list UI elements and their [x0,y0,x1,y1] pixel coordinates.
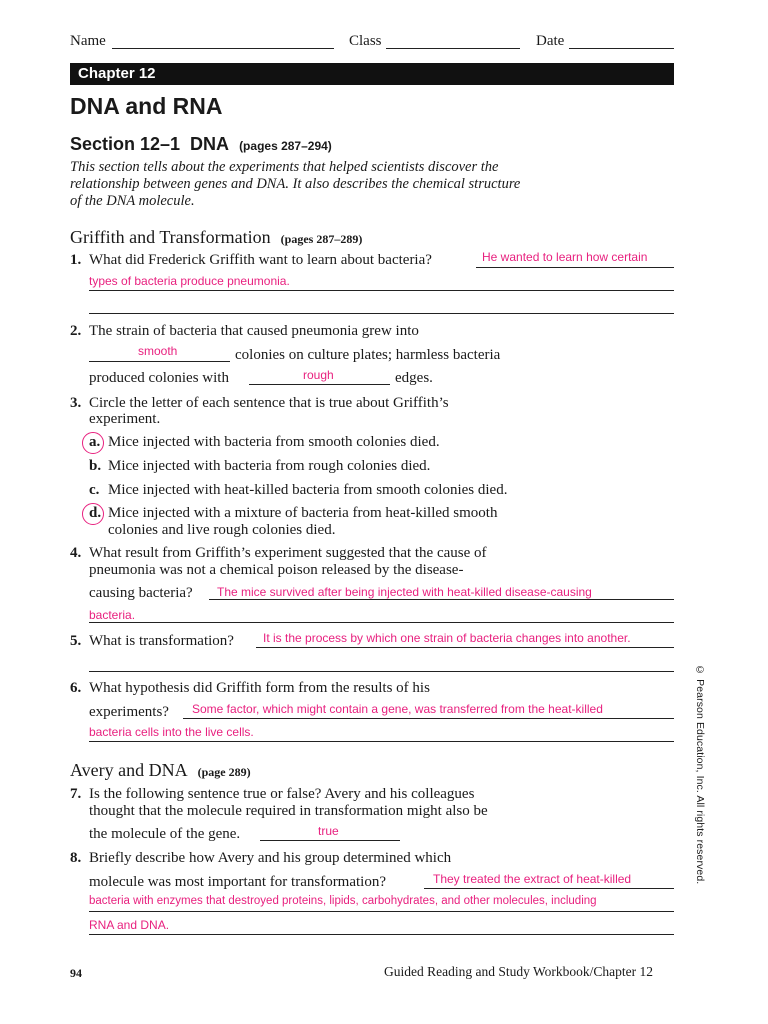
q6-answer-b: bacteria cells into the live cells. [89,725,254,739]
q2-line1: The strain of bacteria that caused pneumonia grew into [89,323,419,339]
date-field[interactable] [569,48,674,49]
name-field[interactable] [112,48,334,49]
q8-answer-a: They treated the extract of heat-killed [433,872,632,886]
q6-line1: What hypothesis did Griffith form from the results of his [89,680,430,696]
q8-answer-line[interactable] [89,934,674,935]
q3-option-d-letter[interactable]: d. [89,505,102,521]
q2-smooth-blank[interactable] [89,361,230,362]
q6-line2: experiments? [89,704,169,720]
subheading-title: Avery and DNA [70,760,188,780]
q7-answer: true [318,824,339,838]
q5-number: 5. [70,633,82,649]
q8-answer-line[interactable] [424,888,674,889]
subheading-avery [70,760,251,781]
q3-option-d: Mice injected with a mixture of bacteria from heat-killed smooth [108,505,498,521]
q1-number: 1. [70,252,82,268]
page-title: DNA and RNA [70,93,223,119]
class-field[interactable] [386,48,520,49]
q6-answer-a: Some factor, which might contain a gene, was transferred from the heat-killed [192,702,603,716]
subheading-title: Griffith and Transformation [70,227,271,247]
q3-option-c-letter[interactable]: c. [89,482,100,498]
intro-line: relationship between genes and DNA. It also describes the chemical structure [70,176,521,192]
q6-answer-line[interactable] [89,741,674,742]
q4-answer-line[interactable] [209,599,674,600]
q8-answer-c: RNA and DNA. [89,918,170,932]
q2-answer-smooth: smooth [138,344,178,358]
q2-number: 2. [70,323,82,339]
q1-text: What did Frederick Griffith want to learn about bacteria? [89,252,432,268]
q3-line2: experiment. [89,411,161,427]
book-title: Guided Reading and Study Workbook/Chapter 12 [384,964,654,979]
q3-option-b-letter[interactable]: b. [89,458,102,474]
q8-answer-line[interactable] [89,911,674,912]
q6-number: 6. [70,680,82,696]
chapter-label: Chapter 12 [78,65,156,82]
q2-line3b: edges. [395,370,433,386]
page-number: 94 [70,966,82,980]
q1-answer-a: He wanted to learn how certain [482,250,648,264]
chapter-bar [70,63,674,85]
section-intro [70,159,520,210]
q1-answer-line[interactable] [89,313,674,314]
q1-answer-b: types of bacteria produce pneumonia. [89,274,290,288]
q4-line2: pneumonia was not a chemical poison released by the disease- [89,562,464,578]
q1-answer-line[interactable] [89,290,674,291]
q5-answer: It is the process by which one strain of bacteria changes into another. [263,631,631,645]
q7-number: 7. [70,786,82,802]
section-title: Section 12–1 DNA [70,134,230,154]
q3-option-b: Mice injected with bacteria from rough colonies died. [108,458,431,474]
q3-option-a-letter[interactable]: a. [89,434,101,450]
q2-rough-blank[interactable] [249,384,390,385]
subheading-griffith [70,227,362,248]
q3-option-d-cont: colonies and live rough colonies died. [108,522,336,538]
q7-line2: thought that the molecule required in transformation might also be [89,803,488,819]
q2-line3a: produced colonies with [89,370,229,386]
q4-answer-line[interactable] [89,622,674,623]
q1-answer-line[interactable] [476,267,674,268]
class-label: Class [349,33,382,49]
q8-line2: molecule was most important for transformation? [89,874,387,890]
q8-answer-b: bacteria with enzymes that destroyed proteins, lipids, carbohydrates, and other molecules, including [89,895,597,907]
intro-line: of the DNA molecule. [70,193,195,209]
date-label: Date [536,33,565,49]
q7-line3: the molecule of the gene. [89,826,241,842]
q3-number: 3. [70,395,82,411]
q6-answer-line[interactable] [183,718,674,719]
section-pages: (pages 287–294) [239,139,332,153]
subheading-pages: (page 289) [197,765,251,779]
q7-line1: Is the following sentence true or false? Avery and his colleagues [89,786,475,802]
q2-line2: colonies on culture plates; harmless bacteria [235,347,501,363]
q4-line1: What result from Griffith’s experiment suggested that the cause of [89,545,487,561]
q4-answer-a: The mice survived after being injected with heat-killed disease-causing [217,585,592,599]
q8-line1: Briefly describe how Avery and his group determined which [89,850,452,866]
intro-line: This section tells about the experiments that helped scientists discover the [70,159,499,175]
q5-answer-line[interactable] [256,647,674,648]
name-label: Name [70,33,106,49]
q3-option-a: Mice injected with bacteria from smooth colonies died. [108,434,440,450]
copyright-notice: © Pearson Education, Inc. All rights reserved. [694,664,706,885]
subheading-pages: (pages 287–289) [280,232,363,246]
q4-line3: causing bacteria? [89,585,193,601]
q5-text: What is transformation? [89,633,234,649]
q7-answer-line[interactable] [260,840,400,841]
q3-line1: Circle the letter of each sentence that is true about Griffith’s [89,395,449,411]
q2-answer-rough: rough [303,368,334,382]
q4-answer-b: bacteria. [89,608,136,622]
section-heading [70,134,332,155]
q3-option-c: Mice injected with heat-killed bacteria from smooth colonies died. [108,482,508,498]
q5-answer-line[interactable] [89,671,674,672]
q8-number: 8. [70,850,82,866]
q4-number: 4. [70,545,82,561]
